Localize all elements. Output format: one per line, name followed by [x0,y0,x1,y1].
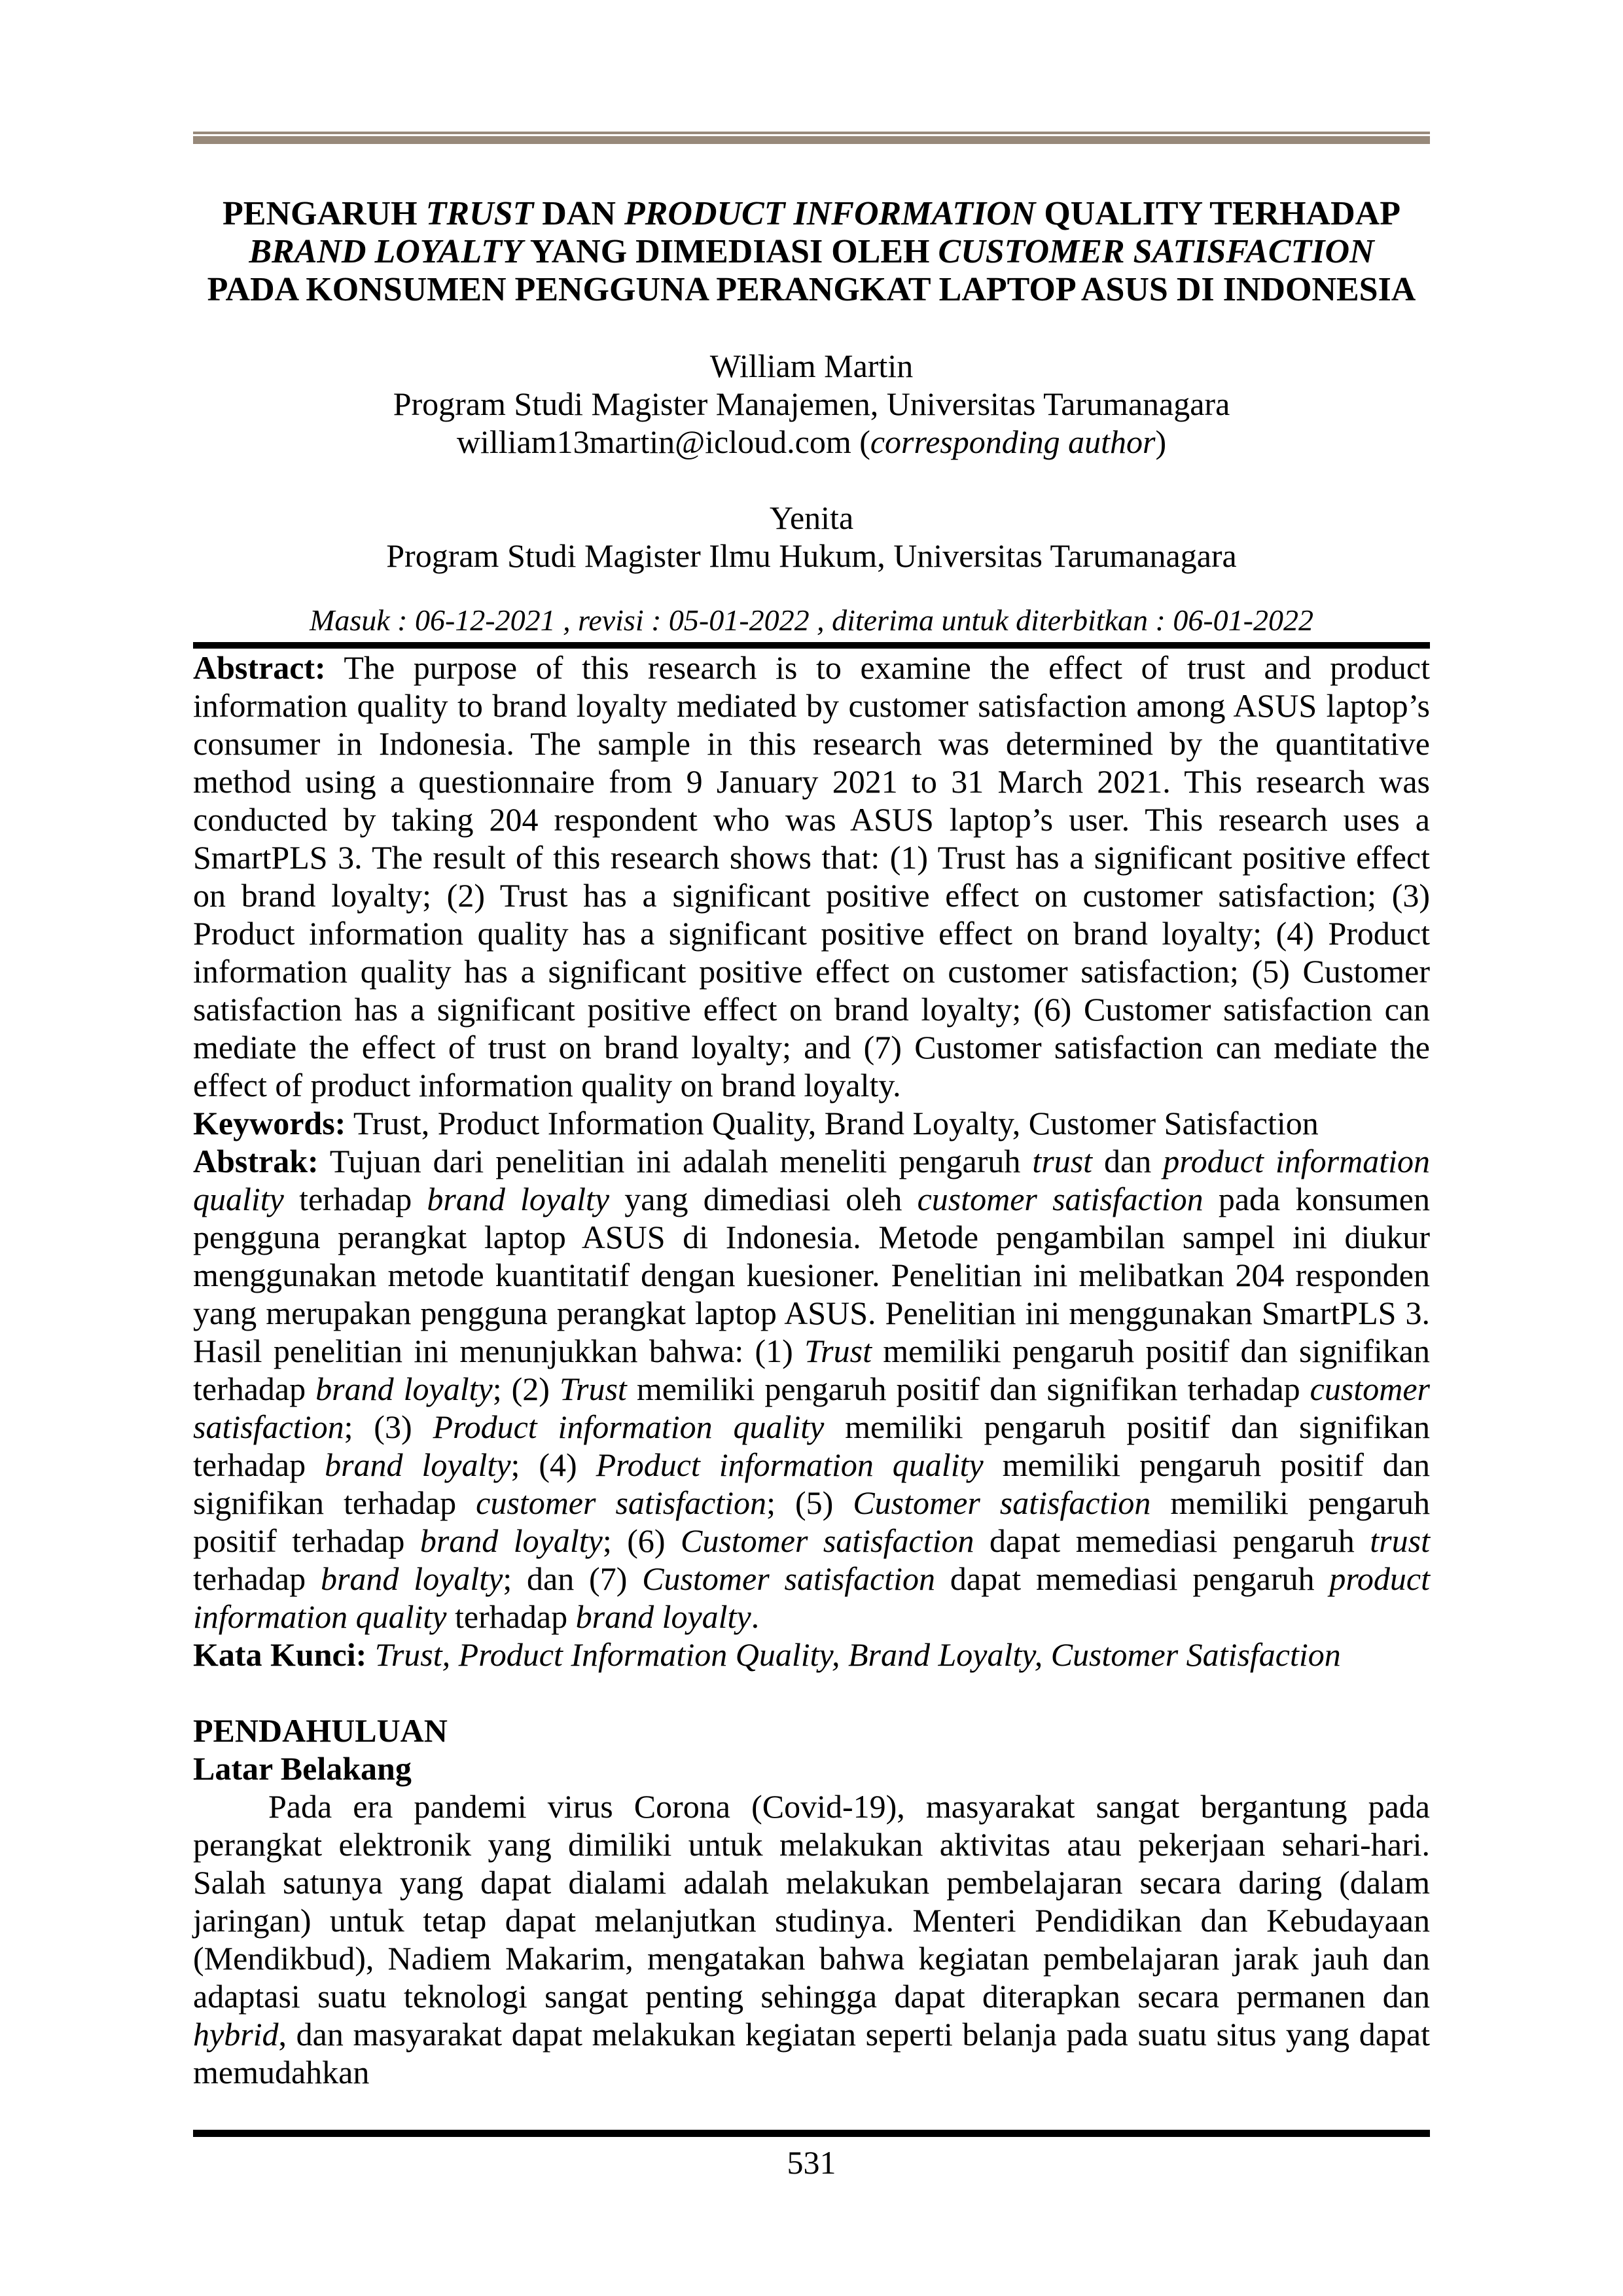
text-run: PENGARUH [223,195,426,232]
text-run: Keywords: [193,1105,346,1141]
text-run: hybrid [193,2016,279,2053]
kata-kunci-line [193,1636,1430,1674]
text-run: TRUST [425,195,534,232]
text-run: Trust [804,1333,872,1369]
text-run: ; (5) [766,1484,853,1521]
text-run: Tujuan dari penelitian ini adalah meneliti pengaruh [318,1143,1033,1179]
text-run: brand loyalty [325,1446,511,1483]
paper-title-line-1 [193,195,1430,233]
text-run: dan [1092,1143,1164,1179]
intro-paragraph [193,1787,1430,2091]
text-run: Pada era pandemi virus Corona (Covid-19), masyarakat sangat bergantung pada perangkat elektronik yang dimiliki untuk melakukan aktivitas atau pekerjaan sehari-hari. Salah satunya yang dapat dialami adalah melakukan pembelajaran secara daring (dalam jaringan) untuk tetap dapat melanjutkan studinya. Menteri Pendidikan dan Kebudayaan (Mendikbud), Nadiem Makarim, mengatakan bahwa kegiatan pembelajaran jarak jauh dan adaptasi suatu teknologi sangat penting sehingga dapat diterapkan secara permanen dan [193,1788,1430,2015]
text-run: Abstract: [193,649,326,686]
footer-rule [193,2130,1430,2137]
keywords-line [193,1104,1430,1142]
text-run: product information quality [193,1143,1430,1217]
text-run: brand loyalty [575,1598,751,1635]
text-run: Product information quality [596,1446,984,1483]
text-run: ; (2) [492,1371,560,1407]
separator-rule [193,642,1430,649]
text-run: customer satisfaction [476,1484,767,1521]
text-run: brand loyalty [320,1560,503,1597]
abstract-english [193,649,1430,1104]
text-run: product information quality [193,1560,1430,1635]
author-1-affiliation: Program Studi Magister Manajemen, Universitas Tarumanagara [393,386,1230,422]
text-run: brand loyalty [427,1181,610,1217]
author-block-1 [193,347,1430,461]
text-run: QUALITY TERHADAP [1035,195,1400,232]
paper-title-line-2 [193,233,1430,271]
text-run: memiliki pengaruh positif dan signifikan terhadap [193,1408,1430,1483]
paper-title-line-3 [193,271,1430,309]
text-run: brand loyalty [315,1371,493,1407]
text-run: dapat memediasi pengaruh [974,1522,1370,1559]
text-run: corresponding author [870,423,1156,460]
text-run: memiliki pengaruh positif dan signifikan terhadap [193,1333,1431,1407]
text-run: ; (4) [510,1446,596,1483]
text-run: PADA KONSUMEN PENGGUNA PERANGKAT LAPTOP ASUS DI INDONESIA [207,271,1416,308]
text-run: william13martin@icloud.com ( [456,423,870,460]
text-run: customer satisfaction [193,1371,1430,1445]
text-run: terhadap [193,1560,321,1597]
text-run: brand loyalty [419,1522,603,1559]
text-run: . [751,1598,760,1635]
text-run: Trust, Product Information Quality, Brand Loyalty, Customer Satisfaction [366,1636,1341,1673]
text-run: dapat memediasi pengaruh [935,1560,1330,1597]
submission-dates: Masuk : 06-12-2021 , revisi : 05-01-2022 , diterima untuk diterbitkan : 06-01-2022 [310,603,1313,637]
author-1-name: William Martin [709,348,914,384]
text-run: memiliki pengaruh positif dan signifikan terhadap [193,1446,1430,1521]
text-run: pada konsumen pengguna perangkat laptop ASUS di Indonesia. Metode pengambilan sampel ini diukur menggunakan metode kuantitatif dengan kuesioner. Penelitian ini melibatkan 204 responden yang merupakan pengguna perangkat laptop ASUS. Penelitian ini menggunakan SmartPLS 3. Hasil penelitian ini menunjukkan bahwa: (1) [193,1181,1430,1369]
text-run: BRAND LOYALTY [249,233,523,270]
text-run: DAN [533,195,624,232]
text-run: Trust, Product Information Quality, Brand Loyalty, Customer Satisfaction [346,1105,1319,1141]
header-decoration [193,0,1430,144]
author-2-affiliation: Program Studi Magister Ilmu Hukum, Universitas Tarumanagara [386,537,1237,574]
text-run: The purpose of this research is to examine the effect of trust and product information quality to brand loyalty mediated by customer satisfaction among ASUS laptop’s consumer in Indonesia. The sample in this research was determined by the quantitative method using a questionnaire from 9 January 2021 to 31 March 2021. This research was conducted by taking 204 respondent who was ASUS laptop’s user. This research uses a SmartPLS 3. The result of this research shows that: (1) Trust has a significant positive effect on brand loyalty; (2) Trust has a significant positive effect on customer satisfaction; (3) Product information quality has a significant positive effect on brand loyalty; (4) Product information quality has a significant positive effect on customer satisfaction; (5) Customer satisfaction has a significant positive effect on brand loyalty; (6) Customer satisfaction can mediate the effect of trust on brand loyalty; and (7) Customer satisfaction can mediate the effect of product information quality on brand loyalty. [193,649,1430,1103]
text-run: terhadap [283,1181,427,1217]
text-run: Kata Kunci: [193,1636,367,1673]
text-run: PRODUCT INFORMATION [624,195,1036,232]
page-number: 531 [787,2144,836,2181]
page-content [193,0,1430,2181]
text-run: YANG DIMEDIASI OLEH [522,233,938,270]
text-run: Customer satisfaction [853,1484,1151,1521]
text-run: ; (3) [344,1408,433,1445]
text-run: Product information quality [433,1408,825,1445]
text-run: Abstrak: [193,1143,319,1179]
header-rule-thick [193,136,1430,144]
paper-title [193,195,1430,309]
abstract-indonesian [193,1142,1430,1636]
text-run: Customer satisfaction [642,1560,936,1597]
text-run: ; dan (7) [503,1560,643,1597]
text-run: memiliki pengaruh positif dan signifikan terhadap [626,1371,1310,1407]
text-run: memiliki pengaruh positif terhadap [193,1484,1431,1559]
text-run: , dan masyarakat dapat melakukan kegiatan seperti belanja pada suatu situs yang dapat memudahkan [193,2016,1430,2090]
text-run: customer satisfaction [917,1181,1204,1217]
text-run: terhadap [446,1598,576,1635]
text-run: yang dimediasi oleh [609,1181,918,1217]
text-run: trust [1032,1143,1093,1179]
text-run: trust [1370,1522,1430,1559]
text-run: ) [1155,423,1167,460]
text-run: Customer satisfaction [680,1522,974,1559]
subsection-heading-latar-belakang: Latar Belakang [193,1750,412,1787]
author-block-2 [193,499,1430,575]
text-run: Trust [559,1371,627,1407]
section-heading-pendahuluan: PENDAHULUAN [193,1712,448,1749]
text-run: ; (6) [602,1522,681,1559]
author-1-email [193,423,1430,461]
author-2-name: Yenita [769,499,854,536]
text-run: CUSTOMER SATISFACTION [938,233,1374,270]
